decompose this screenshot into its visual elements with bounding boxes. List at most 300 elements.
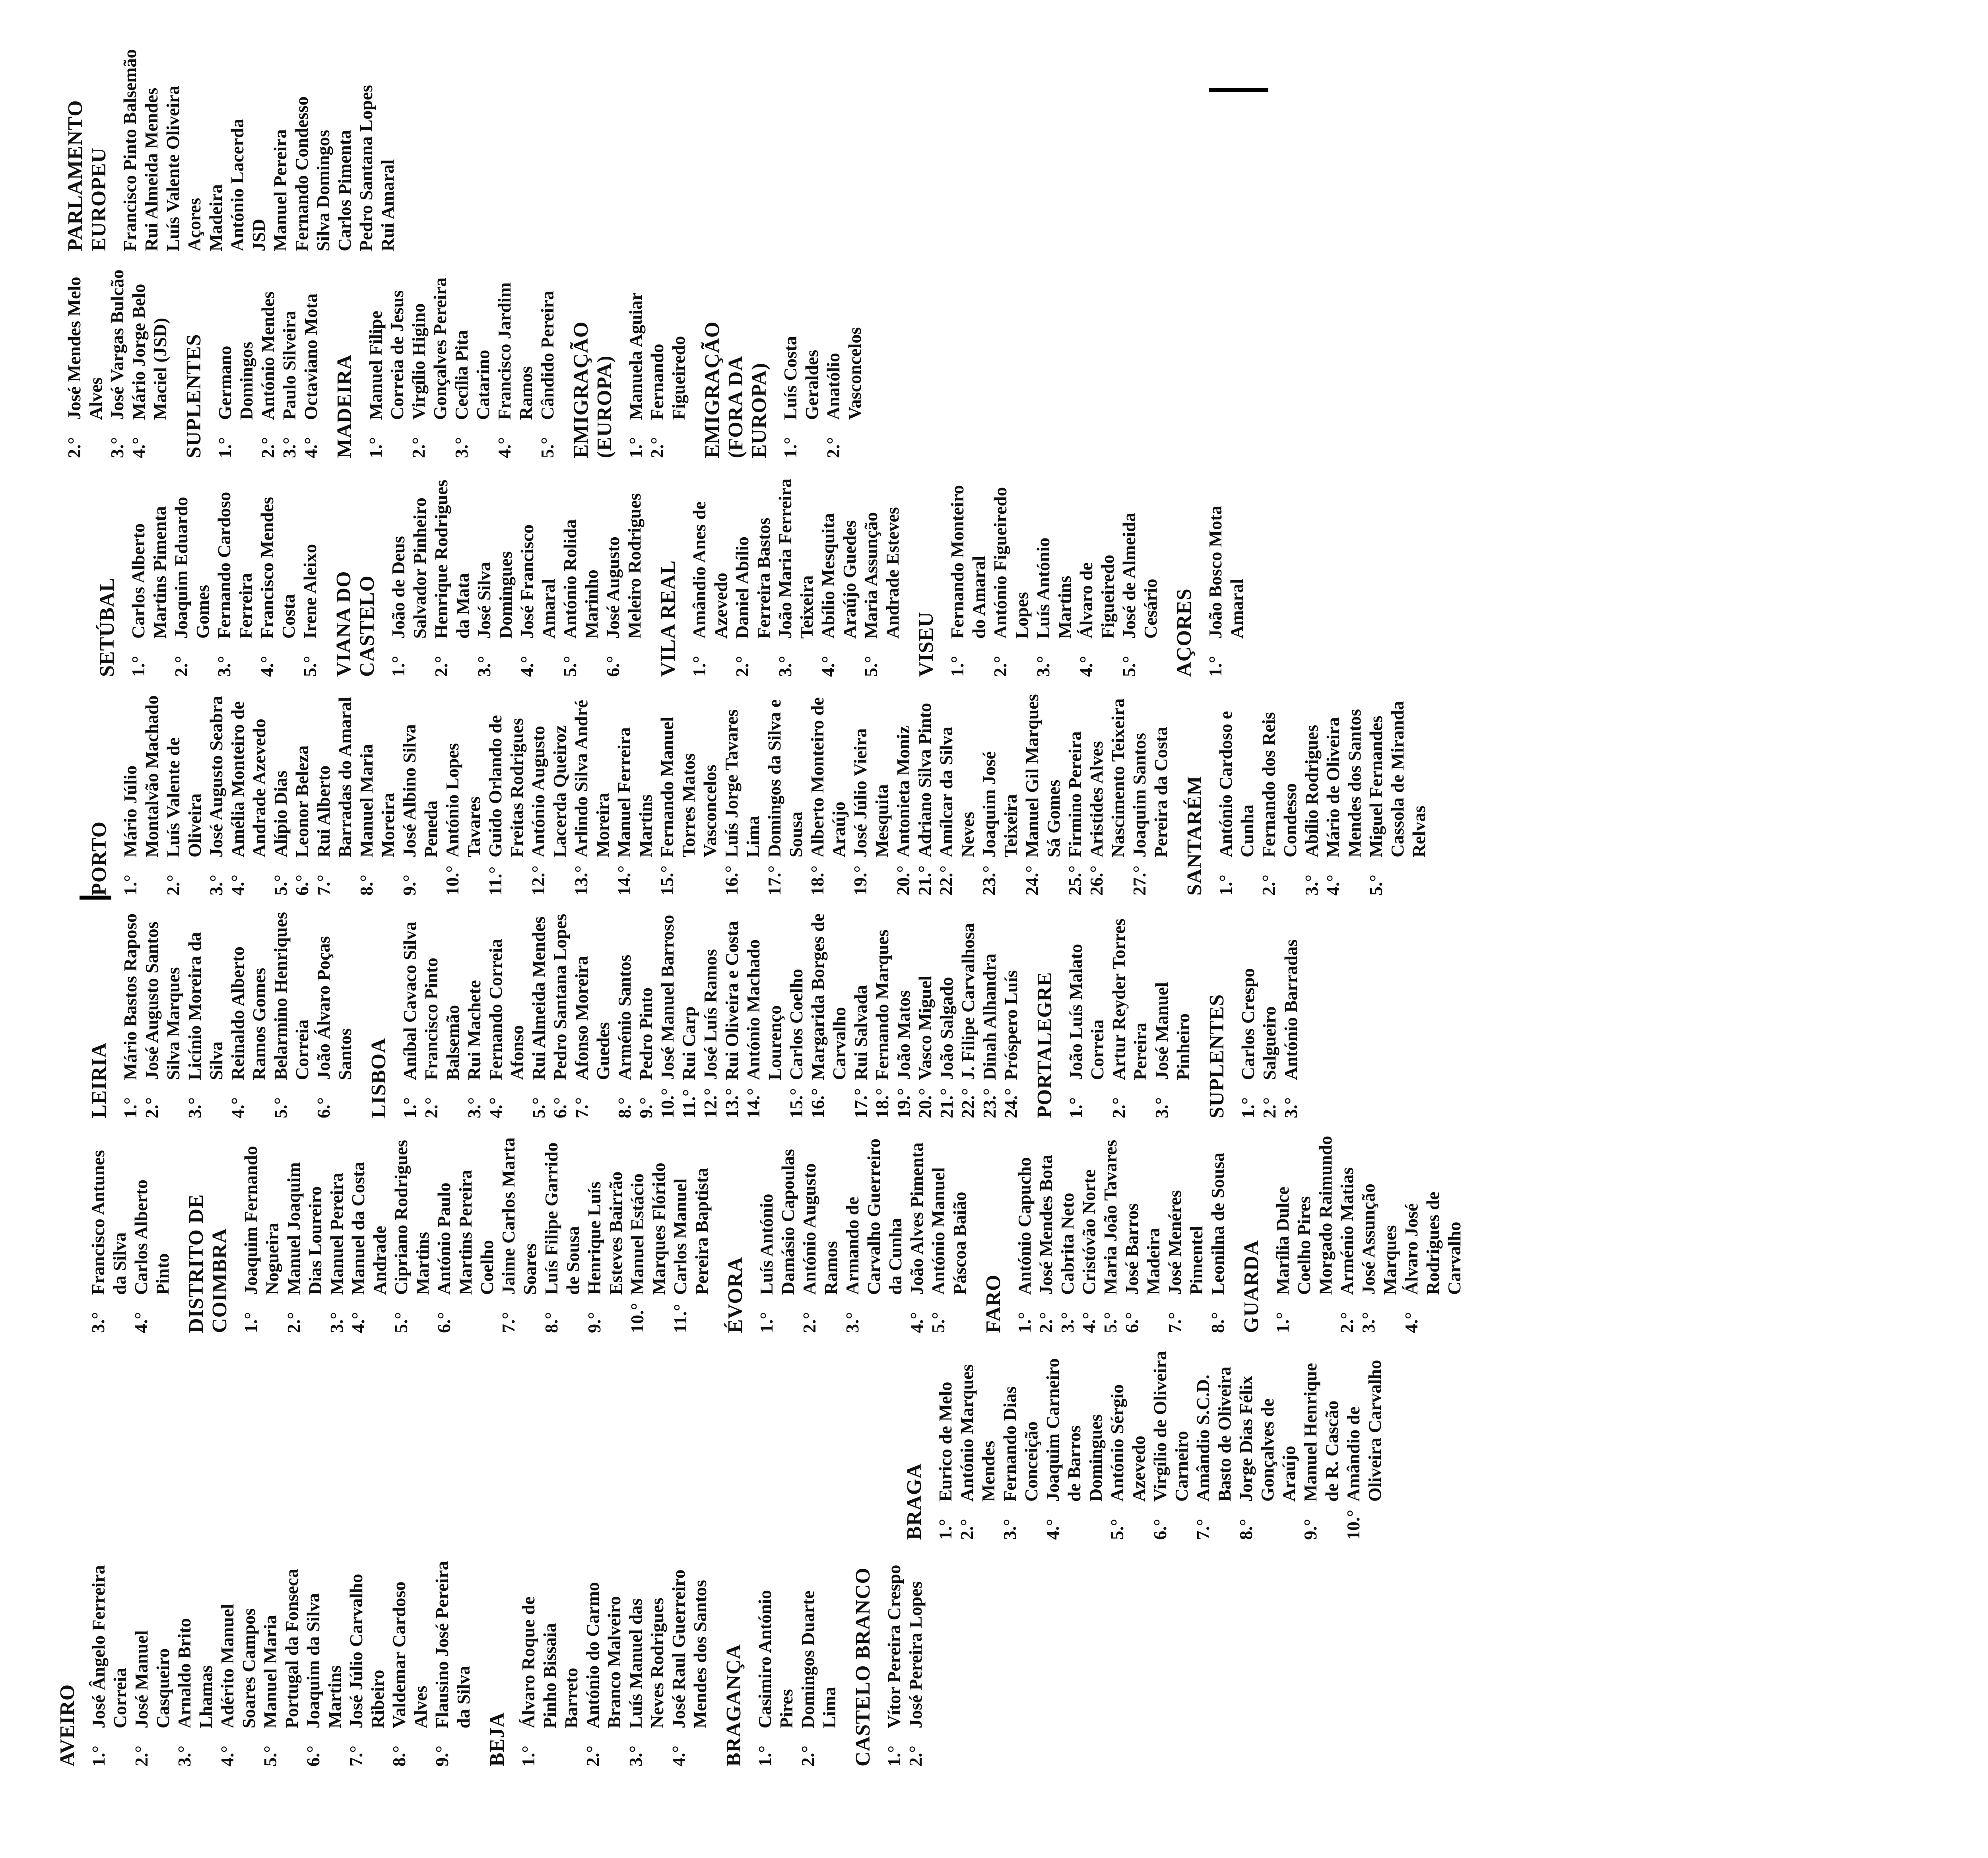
candidate-entry — [451, 267, 494, 458]
list-line: Açores — [184, 198, 204, 251]
district-heading: SETÚBAL — [96, 577, 118, 677]
candidate-entry — [689, 474, 732, 677]
candidate-number: 2.° — [163, 875, 183, 896]
candidate-number: 4.° — [301, 437, 321, 458]
candidate-number: 4.° — [818, 656, 838, 677]
candidate-entry — [516, 474, 559, 677]
candidate-entry — [421, 912, 464, 1118]
candidate-entry — [494, 267, 537, 458]
candidate-name: José Silva Domingues — [474, 551, 516, 639]
district-block — [95, 474, 321, 677]
candidate-name: José Manuel Casqueiro — [131, 1630, 173, 1728]
candidate-name: Maria João Tavares — [1100, 1139, 1120, 1295]
candidate-entry — [291, 689, 313, 896]
candidate-number: 23.° — [979, 865, 999, 896]
candidate-entry — [936, 689, 978, 896]
candidate-name: Virgílio Higino Gonçalves Pereira — [408, 277, 450, 420]
candidate-number: 16.° — [808, 1088, 828, 1118]
candidate-name: Álvaro de Figueiredo — [1076, 554, 1118, 639]
candidate-name: Abílio Rodrigues — [1301, 725, 1322, 857]
candidate-entry — [1336, 1134, 1358, 1333]
candidate-name: Arménio Matias — [1337, 1167, 1357, 1295]
candidate-entry — [128, 474, 171, 677]
candidate-number: 9.° — [399, 875, 419, 896]
candidate-name: Antonieta Moniz — [893, 726, 913, 857]
candidate-name: Mário Júlio Montalvão Machado — [120, 695, 162, 857]
candidate-number: 3.° — [842, 1312, 862, 1333]
candidate-entry — [528, 689, 571, 896]
candidate-entry — [313, 912, 356, 1118]
candidate-entry — [978, 689, 1021, 896]
candidate-number: 1.° — [241, 1312, 261, 1333]
candidate-entry — [1108, 912, 1151, 1118]
candidate-name: Amélia Monteiro de Andrade Azevedo — [227, 701, 269, 857]
candidate-name: Firmino Pereira — [1065, 731, 1085, 857]
candidate-entry — [1118, 474, 1161, 677]
candidate-number: 6.° — [292, 875, 312, 896]
candidate-name: José Mendes Bota — [1036, 1154, 1056, 1295]
candidate-number: 7.° — [346, 1745, 366, 1767]
district-heading: AVEIRO — [56, 1684, 79, 1767]
candidate-number: 10.° — [442, 865, 462, 896]
candidate-entry — [700, 912, 721, 1118]
district-heading: SANTARÉM — [1183, 775, 1206, 896]
list-line: Pedro Santana Lopes — [356, 85, 376, 251]
district-block — [1173, 474, 1248, 677]
candidate-name: Virgílio de Oliveira Carneiro — [1150, 1351, 1192, 1502]
candidate-number: 2.° — [258, 437, 278, 458]
candidate-entry — [303, 1560, 346, 1767]
candidate-name: Carlos Crespo — [1238, 968, 1258, 1080]
candidate-name: António Augusto Ramos — [799, 1163, 841, 1295]
district-heading: LISBOA — [367, 1038, 390, 1118]
candidate-entry — [1057, 1134, 1078, 1333]
candidate-name: Fernando Figueiredo — [647, 336, 689, 420]
candidate-number: 18.° — [807, 865, 827, 896]
district-heading: PORTO — [88, 821, 111, 896]
district-heading: ÉVORA — [724, 1257, 747, 1333]
candidate-entry — [1259, 912, 1280, 1118]
candidate-entry — [614, 912, 635, 1118]
candidate-name: Joaquim Carneiro de Barros Domingues — [1043, 1358, 1106, 1502]
candidate-number: 1.° — [1066, 1097, 1086, 1118]
candidate-number: 17.° — [764, 865, 784, 896]
candidate-entry — [999, 1349, 1042, 1540]
candidate-entry — [1121, 1134, 1164, 1333]
candidate-number: 16.° — [721, 865, 742, 896]
candidate-name: Joaquim da Silva Martins — [303, 1593, 345, 1728]
candidate-name: Manuel Ferreira Martins — [614, 727, 656, 857]
candidate-list — [947, 474, 1161, 677]
candidate-number: 4.° — [668, 1745, 689, 1767]
candidate-number: 4.° — [1043, 1519, 1063, 1540]
candidate-entry — [1365, 689, 1430, 896]
candidate-name: Manuel Henrique de R. Cascão — [1300, 1363, 1342, 1502]
candidate-name: Luís Valente de Oliveira — [163, 737, 205, 857]
candidate-name: Manuel Gil Marques Sá Gomes — [1022, 694, 1064, 857]
candidate-number: 3.° — [1057, 1312, 1077, 1333]
candidate-entry — [1107, 1349, 1149, 1540]
district-block — [982, 1134, 1229, 1333]
candidate-entry — [474, 474, 516, 677]
candidate-number: 4.° — [517, 656, 537, 677]
candidate-number: 11.° — [679, 1089, 699, 1118]
candidate-entry — [860, 474, 903, 677]
candidate-number: 23.° — [979, 1088, 1000, 1118]
candidate-entry — [1258, 689, 1301, 896]
candidate-entry — [1322, 689, 1365, 896]
candidate-list — [935, 1349, 1386, 1540]
candidate-entry — [1301, 689, 1322, 896]
candidate-entry — [141, 912, 184, 1118]
candidate-number: 2.° — [823, 437, 843, 458]
candidate-entry — [914, 912, 936, 1118]
district-heading: VILA REAL — [657, 560, 679, 677]
candidate-number: 2.° — [1259, 1097, 1279, 1118]
candidate-list — [240, 1134, 712, 1333]
candidate-name: António Manuel Páscoa Baião — [928, 1167, 970, 1295]
list-line: Madeira — [206, 184, 226, 251]
candidate-entry — [1149, 1349, 1192, 1540]
candidate-name: Amândio de Oliveira Carvalho — [1343, 1360, 1385, 1502]
candidate-name: Francisco Mendes Costa — [257, 497, 299, 639]
candidate-number: 5.° — [1366, 875, 1386, 896]
candidate-number: 3.° — [1358, 1312, 1378, 1333]
candidate-number: 1.° — [780, 437, 800, 458]
candidate-name: Luís António Martins — [1033, 537, 1075, 639]
candidate-number: 4.° — [1401, 1312, 1421, 1333]
candidate-name: Domingos da Silva e Sousa — [764, 699, 806, 857]
candidate-name: Miguel Fernandes Cassola de Miranda Relvas — [1366, 701, 1429, 857]
candidate-name: António Figueiredo Lopes — [990, 487, 1032, 639]
candidate-name: José Pereira Lopes — [905, 1581, 926, 1728]
candidate-entry — [1300, 1349, 1343, 1540]
candidate-entry — [1014, 1134, 1035, 1333]
district-block — [64, 267, 171, 458]
candidate-entry — [1033, 474, 1076, 677]
candidate-name: Cristóvão Norte — [1079, 1169, 1099, 1295]
candidate-entry — [184, 912, 227, 1118]
candidate-entry — [299, 474, 321, 677]
list-line: Manuel Pereira — [270, 129, 290, 251]
candidate-name: Carlos Manuel Pereira Baptista — [670, 1168, 712, 1295]
candidate-name: Jorge Dias Félix Gonçalves de Araújo — [1236, 1376, 1299, 1502]
candidate-number: 2.° — [283, 1312, 304, 1333]
candidate-name: Flausino José Pereira da Silva — [432, 1561, 474, 1728]
candidate-entry — [872, 912, 893, 1118]
candidate-name: Luís Jorge Tavares Lima — [721, 709, 763, 857]
candidate-number: 3.° — [326, 1312, 347, 1333]
district-block — [656, 474, 903, 677]
candidate-number: 1.° — [689, 656, 709, 677]
candidate-number: 8.° — [1236, 1519, 1256, 1540]
candidate-number: 1.° — [947, 656, 967, 677]
candidate-number: 14.° — [743, 1088, 763, 1118]
district-block — [724, 1134, 971, 1333]
district-heading: DISTRITO DE COIMBRA — [185, 1194, 231, 1333]
candidate-name: António Lopes Tavares — [442, 743, 484, 857]
candidate-entry — [390, 1134, 433, 1333]
candidate-name: Joaquim José Teixeira — [979, 751, 1021, 857]
district-block — [903, 1349, 1386, 1540]
candidate-name: Afonso Moreira Guedes — [571, 956, 613, 1080]
district-block — [87, 1134, 173, 1333]
candidate-number: 1.° — [884, 1745, 904, 1767]
candidate-name: Fernando Monteiro do Amaral — [947, 485, 989, 639]
candidate-number: 5.° — [928, 1312, 948, 1333]
candidate-number: 2.° — [421, 1097, 441, 1118]
candidate-name: João Bosco Mota Amaral — [1205, 505, 1247, 639]
candidate-entry — [498, 1134, 541, 1333]
candidate-number: 3.° — [214, 656, 234, 677]
candidate-number: 7.° — [571, 1097, 592, 1118]
column-6 — [95, 474, 1400, 677]
candidate-name: José Júlio Carvalho Ribeiro — [346, 1574, 388, 1728]
candidate-name: António Paulo Martins Pereira Coelho — [434, 1170, 497, 1295]
candidate-number: 3.° — [107, 437, 127, 458]
candidate-number: 1.° — [88, 1745, 109, 1767]
candidate-entry — [270, 689, 291, 896]
candidate-name: António do Carmo Branco Malveiro — [582, 1582, 624, 1728]
candidate-number: 1.° — [120, 875, 140, 896]
district-heading: PORTALEGRE — [1033, 972, 1056, 1118]
candidate-name: Cândido Pereira — [537, 291, 557, 420]
candidate-name: Vítor Pereira Crespo — [884, 1565, 904, 1728]
candidate-entry — [171, 474, 214, 677]
candidate-number: 3.° — [1000, 1519, 1020, 1540]
candidate-name: Aristides Alves Nascimento Teixeira — [1086, 698, 1128, 857]
candidate-number: 20.° — [915, 1088, 935, 1118]
candidate-name: António Barradas — [1281, 939, 1301, 1080]
candidate-number: 6.° — [1150, 1519, 1170, 1540]
candidate-entry — [571, 689, 613, 896]
candidate-name: Artur Reyder Torres Pereira — [1109, 918, 1150, 1080]
candidate-entry — [131, 1560, 174, 1767]
candidate-number: 3.° — [1033, 656, 1053, 677]
candidate-number: 4.° — [1076, 656, 1096, 677]
candidate-number: 3.° — [1281, 1097, 1301, 1118]
candidate-number: 15.° — [786, 1088, 806, 1118]
district-heading: SUPLENTES — [182, 334, 205, 458]
candidate-name: António Capucho — [1014, 1157, 1035, 1295]
candidate-number: 5.° — [300, 656, 320, 677]
candidate-list — [518, 1560, 711, 1767]
candidate-name: Fernando Marques — [872, 929, 892, 1080]
candidate-number: 3.° — [464, 1097, 484, 1118]
candidate-number: 3.° — [775, 656, 795, 677]
candidate-number: 25.° — [1065, 865, 1085, 896]
candidate-number: 8.° — [389, 1745, 409, 1767]
candidate-entry — [88, 1560, 131, 1767]
candidate-list — [1272, 1134, 1465, 1333]
candidate-number: 2.° — [131, 1745, 151, 1767]
candidate-name: Rui Alberto Barradas do Amaral — [313, 697, 355, 857]
district-block — [333, 267, 558, 458]
candidate-entry — [240, 1134, 283, 1333]
candidate-entry — [214, 474, 256, 677]
candidate-number: 13.° — [722, 1088, 742, 1118]
candidate-entry — [625, 1560, 668, 1767]
candidate-number: 1.° — [1205, 656, 1225, 677]
candidate-number: 3.° — [451, 437, 472, 458]
candidate-entry — [1192, 1349, 1235, 1540]
candidate-entry — [850, 689, 893, 896]
candidate-number: 21.° — [914, 865, 935, 896]
candidate-number: 4.° — [131, 1312, 151, 1333]
candidate-number: 9.° — [636, 1097, 656, 1118]
candidate-entry — [914, 689, 936, 896]
candidate-name: João Luís Malato Correia — [1066, 944, 1107, 1080]
candidate-name: Leonilna de Sousa — [1208, 1153, 1228, 1295]
candidate-name: José Menéres Pimentel — [1165, 1190, 1206, 1295]
candidate-list — [1065, 912, 1194, 1118]
candidate-entry — [756, 1134, 799, 1333]
candidate-name: Joaquim Fernando Nogueira — [241, 1146, 282, 1295]
candidate-entry — [1343, 1349, 1386, 1540]
candidate-entry — [518, 1560, 582, 1767]
candidate-name: Valdemar Cardoso Alves — [389, 1581, 431, 1728]
candidate-name: António Machado Lourenço — [743, 939, 785, 1080]
candidate-number: 4.° — [348, 1312, 368, 1333]
candidate-entry — [823, 267, 866, 458]
candidate-entry — [464, 912, 485, 1118]
district-block — [56, 1560, 474, 1767]
candidate-entry — [571, 912, 614, 1118]
candidate-entry — [326, 1134, 348, 1333]
candidate-number: 2.° — [905, 1745, 926, 1767]
candidate-list — [689, 474, 903, 677]
candidate-name: José Manuel Pinheiro — [1151, 982, 1193, 1080]
candidate-name: Margarida Borges de Carvalho — [808, 913, 849, 1080]
district-heading: GUARDA — [1240, 1240, 1263, 1333]
candidate-list — [883, 1560, 926, 1767]
candidate-name: Abílio Mesquita Araújo Guedes — [818, 513, 860, 639]
candidate-number: 1.° — [388, 656, 408, 677]
candidate-name: Luís Filipe Garrido de Sousa — [541, 1142, 583, 1295]
candidate-entry — [646, 267, 689, 458]
candidate-number: 3.° — [174, 1745, 194, 1767]
candidate-number: 12.° — [528, 865, 548, 896]
candidate-list — [388, 474, 645, 677]
candidate-entry — [1100, 1134, 1121, 1333]
candidate-entry — [1401, 1134, 1465, 1333]
candidate-entry — [1215, 689, 1258, 896]
candidate-name: Carlos Coelho — [786, 969, 806, 1080]
candidate-name: Manuel Pereira — [326, 1173, 347, 1295]
district-heading: EMIGRAÇÃO (FORA DA EUROPA) — [701, 321, 771, 458]
candidate-name: Vasco Miguel — [915, 976, 935, 1080]
candidate-number: 6.° — [313, 1097, 334, 1118]
column-8 — [64, 45, 1368, 251]
candidate-list — [1215, 689, 1430, 896]
district-block — [701, 267, 866, 458]
candidate-entry — [1235, 1349, 1300, 1540]
candidate-entry — [348, 1134, 390, 1333]
candidate-number: 1.° — [518, 1745, 538, 1767]
candidate-name: Germano Domingos — [215, 342, 256, 420]
district-block — [1205, 912, 1302, 1118]
candidate-number: 20.° — [893, 865, 913, 896]
district-heading: EMIGRAÇÃO (EUROPA) — [570, 321, 616, 458]
candidate-entry — [1237, 912, 1259, 1118]
candidate-entry — [313, 689, 356, 896]
candidate-entry — [584, 1134, 627, 1333]
candidate-entry — [883, 1560, 905, 1767]
candidate-entry — [582, 1560, 625, 1767]
candidate-list — [120, 912, 356, 1118]
list-line: Carlos Pimenta — [334, 130, 355, 251]
list-line: Luís Valente Oliveira — [163, 86, 183, 251]
candidate-name: Anatólio Vasconcelos — [823, 327, 865, 420]
candidate-number: 5.° — [260, 1745, 280, 1767]
candidate-entry — [1064, 689, 1086, 896]
candidate-number: 5.° — [528, 1097, 549, 1118]
candidate-entry — [257, 267, 279, 458]
candidate-name: Francisco Pinto Balsemão — [421, 958, 463, 1080]
candidate-number: 5.° — [1107, 1519, 1127, 1540]
candidate-name: Rui Oliveira e Costa — [722, 921, 742, 1080]
candidate-name: João Matos — [893, 990, 914, 1080]
candidate-entry — [764, 689, 807, 896]
candidate-number: 1.° — [1215, 875, 1236, 896]
candidate-name: Carlos Alberto Pinto — [131, 1179, 173, 1295]
candidate-number: 3.° — [625, 1745, 646, 1767]
candidate-name: Francisco Antunes da Silva — [88, 1150, 130, 1295]
district-block — [184, 1134, 712, 1333]
candidate-entry — [217, 1560, 260, 1767]
candidate-entry — [541, 1134, 584, 1333]
candidate-entry — [1280, 912, 1302, 1118]
candidate-number: 4.° — [485, 1097, 506, 1118]
district-heading: CASTELO BRANCO — [852, 1567, 874, 1767]
candidate-number: 2.° — [1337, 1312, 1357, 1333]
candidate-name: Álvaro Roque de Pinho Bissaia Barreto — [518, 1596, 581, 1728]
candidate-entry — [1358, 1134, 1401, 1333]
candidate-number: 5.° — [270, 875, 291, 896]
candidate-entry — [957, 912, 979, 1118]
column-1 — [56, 1560, 1360, 1767]
candidate-number: 1.° — [215, 437, 235, 458]
candidate-entry — [1035, 1134, 1057, 1333]
candidate-number: 2.° — [799, 1312, 819, 1333]
candidate-number: 13.° — [571, 865, 591, 896]
candidate-number: 11.° — [485, 866, 505, 896]
candidate-entry — [935, 1349, 956, 1540]
district-heading: PARLAMENTO EUROPEU — [64, 100, 110, 251]
candidate-name: José Augusto Seabra — [206, 696, 226, 857]
candidate-name: José Vargas Bulcão — [107, 269, 127, 420]
candidate-number: 14.° — [614, 865, 634, 896]
candidate-number: 1.° — [1272, 1312, 1293, 1333]
candidate-number: 2.° — [1109, 1097, 1129, 1118]
candidate-entry — [120, 912, 141, 1118]
candidate-number: 27.° — [1129, 865, 1149, 896]
candidate-number: 4.° — [217, 1745, 237, 1767]
candidate-name: José Luís Ramos — [700, 949, 720, 1080]
candidate-entry — [799, 1134, 842, 1333]
candidate-name: Manuel Maria Portugal da Fonseca — [260, 1568, 302, 1728]
candidate-list — [214, 267, 322, 458]
column-divider-mark — [1209, 88, 1268, 92]
candidate-entry — [678, 912, 700, 1118]
candidate-entry — [1151, 912, 1194, 1118]
candidate-name: António Augusto Lacerda Queiroz — [528, 725, 570, 857]
candidate-number: 2.° — [798, 1745, 818, 1767]
candidate-number: 8.° — [356, 875, 377, 896]
candidate-name: Joaquim Eduardo Gomes — [171, 497, 213, 639]
candidate-name: José Augusto Meleiro Rodrigues — [603, 493, 645, 639]
candidate-number: 4.° — [227, 1097, 248, 1118]
